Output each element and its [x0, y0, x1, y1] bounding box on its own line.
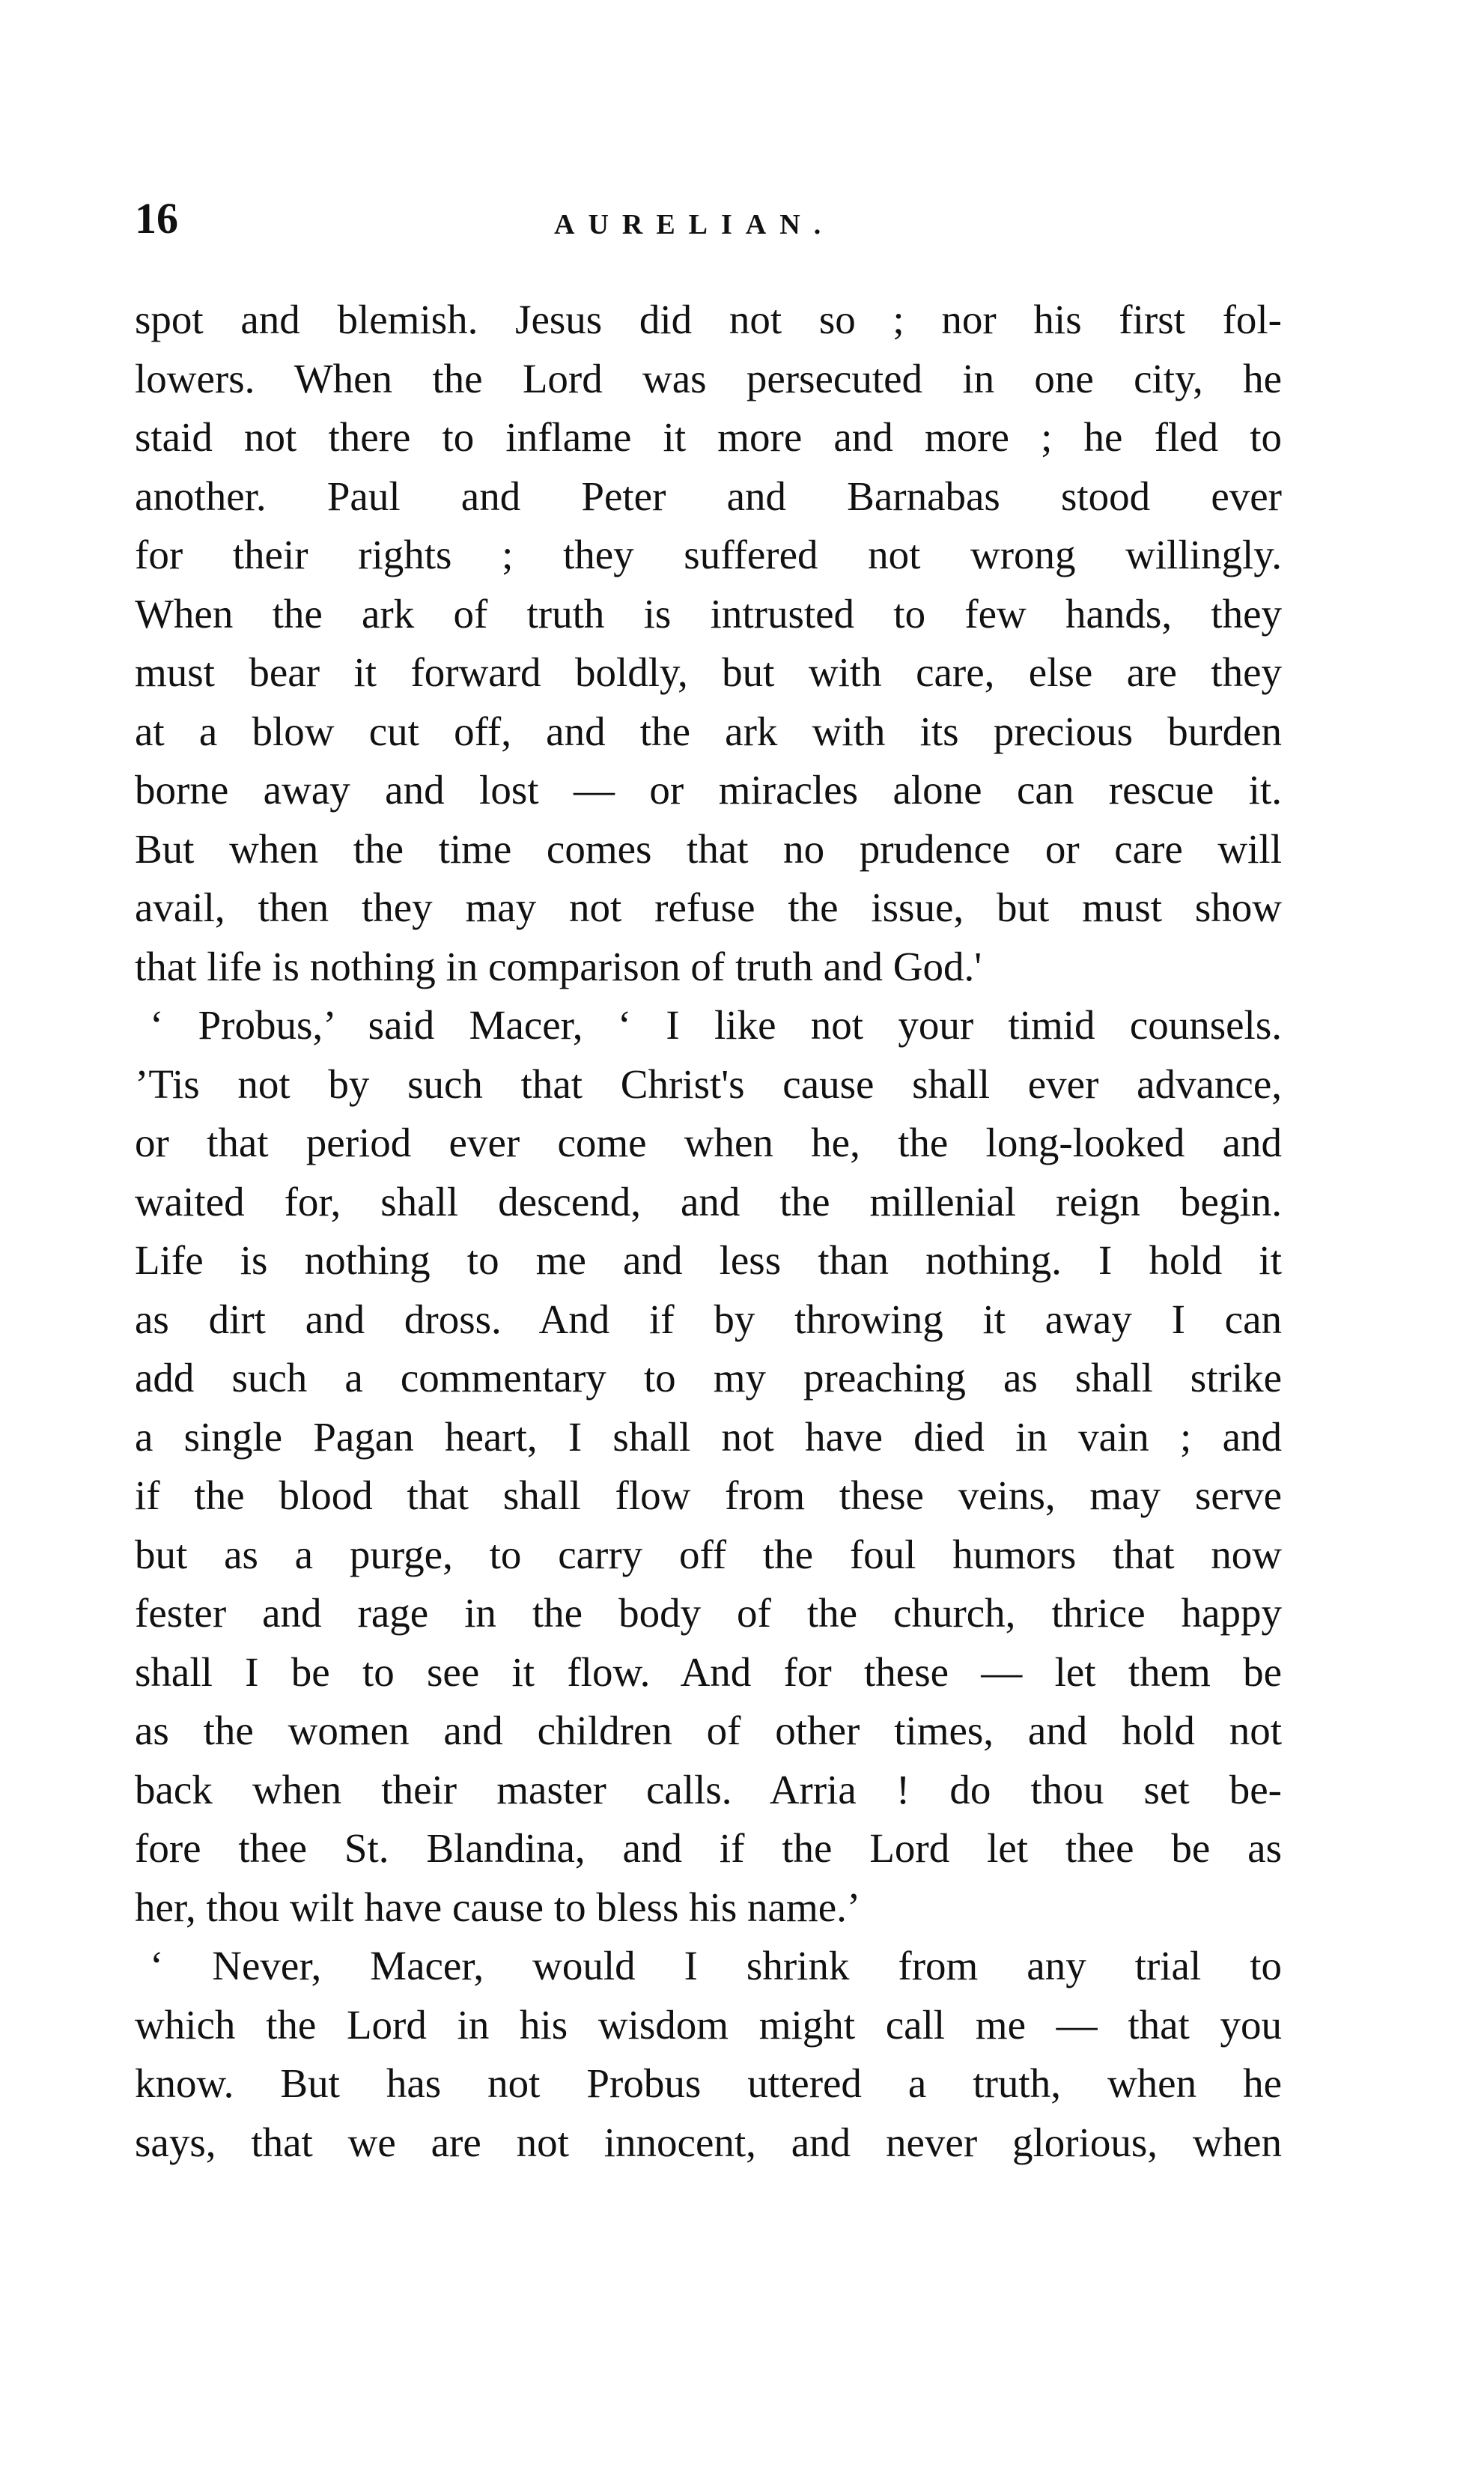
text-line: ’Tis not by such that Christ's cause shall ever advance,: [135, 1061, 1282, 1107]
text-line: back when their master calls. Arria ! do thou set be-: [135, 1766, 1282, 1812]
text-line: lowers. When the Lord was persecuted in one city, he: [135, 355, 1282, 401]
text-line: which the Lord in his wisdom might call me — that you: [135, 2001, 1282, 2048]
text-line: but as a purge, to carry off the foul humors that now: [135, 1531, 1282, 1577]
text-line: fore thee St. Blandina, and if the Lord let thee be as: [135, 1825, 1282, 1871]
text-line: ‘ Never, Macer, would I shrink from any trial to: [150, 1943, 1282, 1988]
text-line: for their rights ; they suffered not wrong willingly.: [135, 532, 1282, 577]
text-line: add such a commentary to my preaching as shall strike: [135, 1355, 1282, 1401]
text-line: another. Paul and Peter and Barnabas stood ever: [135, 473, 1282, 519]
text-line: waited for, shall descend, and the millenial reign begin.: [135, 1178, 1282, 1225]
body-text: [135, 291, 1282, 2172]
text-line: ‘ Probus,’ said Macer, ‘ I like not your timid counsels.: [150, 1002, 1282, 1048]
text-line: know. But has not Probus uttered a truth, when he: [135, 2060, 1282, 2106]
text-line: says, that we are not innocent, and never glorious, when: [135, 2119, 1282, 2165]
text-line: shall I be to see it flow. And for these — let them be: [135, 1648, 1282, 1695]
text-line: When the ark of truth is intrusted to few hands, they: [135, 590, 1282, 637]
text-line: borne away and lost — or miracles alone can rescue it.: [135, 767, 1282, 813]
text-line: her, thou wilt have cause to bless his name.’: [135, 1884, 861, 1930]
page-number: 16: [135, 194, 178, 243]
text-line: as the women and children of other times, and hold not: [135, 1708, 1282, 1753]
text-line: Life is nothing to me and less than nothing. I hold it: [135, 1237, 1282, 1283]
text-line: a single Pagan heart, I shall not have died in vain ; and: [135, 1413, 1282, 1460]
text-line: if the blood that shall flow from these veins, may serve: [135, 1472, 1282, 1518]
text-line: avail, then they may not refuse the issue, but must show: [135, 885, 1282, 930]
text-line: as dirt and dross. And if by throwing it away I can: [135, 1296, 1282, 1342]
text-line: spot and blemish. Jesus did not so ; nor his first fol-: [135, 297, 1282, 342]
running-title: AURELIAN.: [554, 209, 835, 240]
text-line: or that period ever come when he, the long-looked and: [135, 1120, 1282, 1165]
text-line: must bear it forward boldly, but with care, else are they: [135, 649, 1282, 695]
text-line: fester and rage in the body of the church, thrice happy: [135, 1590, 1282, 1636]
text-line: staid not there to inflame it more and more ; he fled to: [135, 414, 1282, 460]
text-line: But when the time comes that no prudence or care will: [135, 825, 1282, 872]
text-line: at a blow cut off, and the ark with its precious burden: [135, 708, 1282, 754]
text-line: that life is nothing in comparison of truth and God.': [135, 943, 982, 989]
